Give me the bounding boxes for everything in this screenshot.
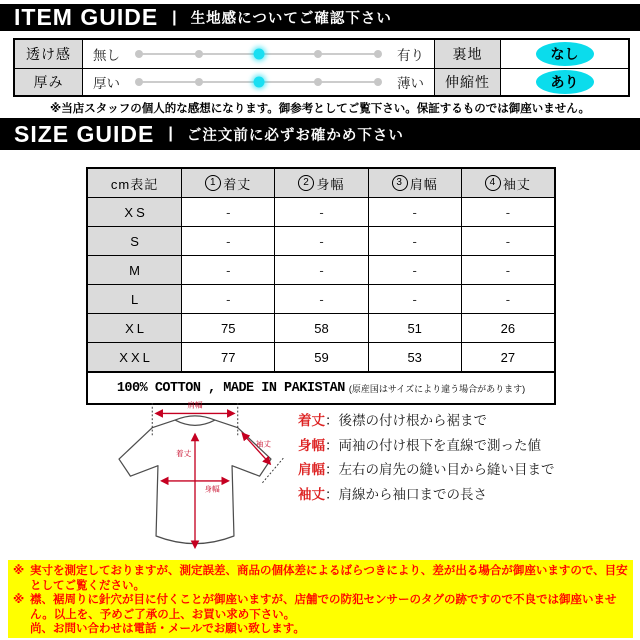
size-label: S [88, 226, 181, 255]
size-value: - [274, 255, 367, 284]
disclaimer-note [13, 564, 628, 593]
column-header-label: 袖丈 [502, 176, 531, 192]
origin-note-text: (原産国はサイズにより違う場合があります) [348, 383, 526, 394]
size-value: - [461, 284, 554, 313]
material-origin-text: 100% COTTON , MADE IN PAKISTAN [116, 380, 345, 396]
collar-outline [175, 416, 215, 420]
measurement-term: 肩幅 [298, 462, 325, 477]
staff-opinion-note: ※当店スタッフの個人的な感想になります。御参考としてご覧下さい。保証するものでは御座いません。 [50, 103, 590, 115]
disclaimer-note [13, 593, 628, 622]
size-value: - [181, 284, 274, 313]
item-guide-header-bar [0, 4, 640, 31]
size-value: 27 [461, 342, 554, 371]
body-width-label: 身幅 [204, 484, 220, 494]
size-label: XS [88, 197, 181, 226]
measurement-definition-row [298, 409, 555, 434]
slider-dot [374, 50, 382, 58]
measurement-desc: 両袖の付け根下を直線で測った値 [338, 437, 541, 453]
sheerness-right-label: 有り [397, 47, 424, 63]
slider-dot [135, 50, 143, 58]
thickness-rating-slider [134, 75, 383, 89]
lining-value-badge: なし [536, 42, 594, 66]
sheerness-rating-slider [134, 47, 383, 61]
size-value: 58 [274, 313, 367, 342]
measurement-definitions [298, 409, 555, 507]
size-value: - [461, 255, 554, 284]
circled-number-icon: 3 [392, 175, 408, 191]
measurement-colon: ： [325, 437, 339, 453]
item-guide-separator: | [172, 8, 177, 26]
slider-dot [135, 78, 143, 86]
stretch-value-cell [500, 68, 628, 96]
measurement-colon: ： [325, 413, 339, 428]
note-text: 実寸を測定しておりますが、測定誤差、商品の個体差によるばらつきにより、差が出る場合が御座いますので、目安としてご覧ください。 [30, 565, 628, 592]
size-value: - [274, 197, 367, 226]
size-guide-header-bar [0, 118, 640, 150]
note-marker [13, 622, 30, 637]
size-value: 59 [274, 342, 367, 371]
size-value: - [181, 226, 274, 255]
measurement-desc: 後襟の付け根から裾まで [338, 413, 487, 428]
note-text: 尚、お問い合わせは電話・メールでお願い致します。 [30, 623, 305, 636]
column-header-label: 着丈 [223, 176, 252, 192]
size-value: - [181, 197, 274, 226]
slider-dot [374, 78, 382, 86]
item-guide-subtitle: 生地感についてご確認下さい [190, 11, 392, 27]
size-value: - [368, 226, 461, 255]
size-value: - [368, 284, 461, 313]
measurement-colon: ： [325, 486, 339, 502]
column-header-label: 身幅 [316, 176, 345, 192]
stretch-value-badge: あり [536, 70, 594, 94]
note-marker: ※ [13, 594, 25, 607]
measurement-term: 身幅 [298, 437, 325, 453]
lining-label: 裏地 [434, 40, 500, 68]
size-value: 77 [181, 342, 274, 371]
measurement-colon: ： [325, 462, 339, 477]
sheerness-slider-cell [82, 40, 434, 68]
size-value: 51 [368, 313, 461, 342]
slider-dot [314, 78, 322, 86]
lining-value-cell [500, 40, 628, 68]
note-marker: ※ [13, 565, 25, 577]
measurement-term: 袖丈 [298, 486, 325, 502]
column-header-label: 肩幅 [409, 176, 438, 192]
size-label: XL [88, 313, 181, 342]
column-header-shoulder [368, 169, 461, 197]
disclaimer-note [13, 622, 628, 637]
size-value: - [274, 284, 367, 313]
sheerness-row-label: 透け感 [15, 40, 82, 68]
size-value: 75 [181, 313, 274, 342]
circled-number-icon: 2 [298, 175, 314, 191]
slider-dot [195, 78, 203, 86]
column-header-sleeve [461, 169, 554, 197]
note-text: 襟、裾周りに針穴が目に付くことが御座いますが、店舗での防犯センサーのタグの跡ですので不良では御座いません。以上を、予めご了承の上、お買い求め下さい。 [30, 594, 617, 621]
size-value: - [368, 255, 461, 284]
size-table [86, 167, 556, 405]
circled-number-icon: 1 [205, 175, 221, 191]
size-label: L [88, 284, 181, 313]
slider-dot [253, 76, 264, 87]
size-value: - [461, 226, 554, 255]
tshirt-measurement-diagram [100, 399, 290, 559]
item-guide-title: ITEM GUIDE [14, 4, 159, 30]
measurement-desc: 肩線から袖口までの長さ [338, 486, 487, 502]
slider-dot [195, 50, 203, 58]
size-guide-subtitle: ご注文前に必ずお確かめ下さい [186, 127, 404, 144]
column-header-width [274, 169, 367, 197]
size-guide-separator: | [168, 125, 173, 142]
sleeve-length-label: 袖丈 [255, 439, 271, 449]
slider-dot [314, 50, 322, 58]
measurement-term: 着丈 [298, 413, 325, 428]
body-length-label: 着丈 [176, 449, 192, 459]
circled-number-icon: 4 [485, 175, 501, 191]
measurement-desc: 左右の肩先の縫い目から縫い目まで [338, 462, 555, 477]
stretch-label: 伸縮性 [434, 68, 500, 96]
fabric-feel-table [13, 38, 630, 97]
size-value: - [181, 255, 274, 284]
size-value: - [274, 226, 367, 255]
shoulder-width-label: 肩幅 [187, 400, 203, 410]
thickness-right-label: 薄い [397, 75, 424, 91]
measurement-definition-row [298, 483, 555, 508]
size-label: M [88, 255, 181, 284]
measurement-definition-row [298, 434, 555, 459]
sheerness-left-label: 無し [93, 47, 120, 63]
slider-dot [253, 48, 264, 59]
size-label: XXL [88, 342, 181, 371]
thickness-left-label: 厚い [93, 75, 120, 91]
size-value: 26 [461, 313, 554, 342]
size-value: 53 [368, 342, 461, 371]
thickness-slider-cell [82, 68, 434, 96]
thickness-row-label: 厚み [15, 68, 82, 96]
disclaimer-box [8, 560, 633, 638]
measurement-definition-row [298, 458, 555, 483]
size-table-corner-header: cm表記 [88, 169, 181, 197]
column-header-length [181, 169, 274, 197]
size-guide-title: SIZE GUIDE [14, 120, 155, 147]
size-value: - [461, 197, 554, 226]
size-value: - [368, 197, 461, 226]
